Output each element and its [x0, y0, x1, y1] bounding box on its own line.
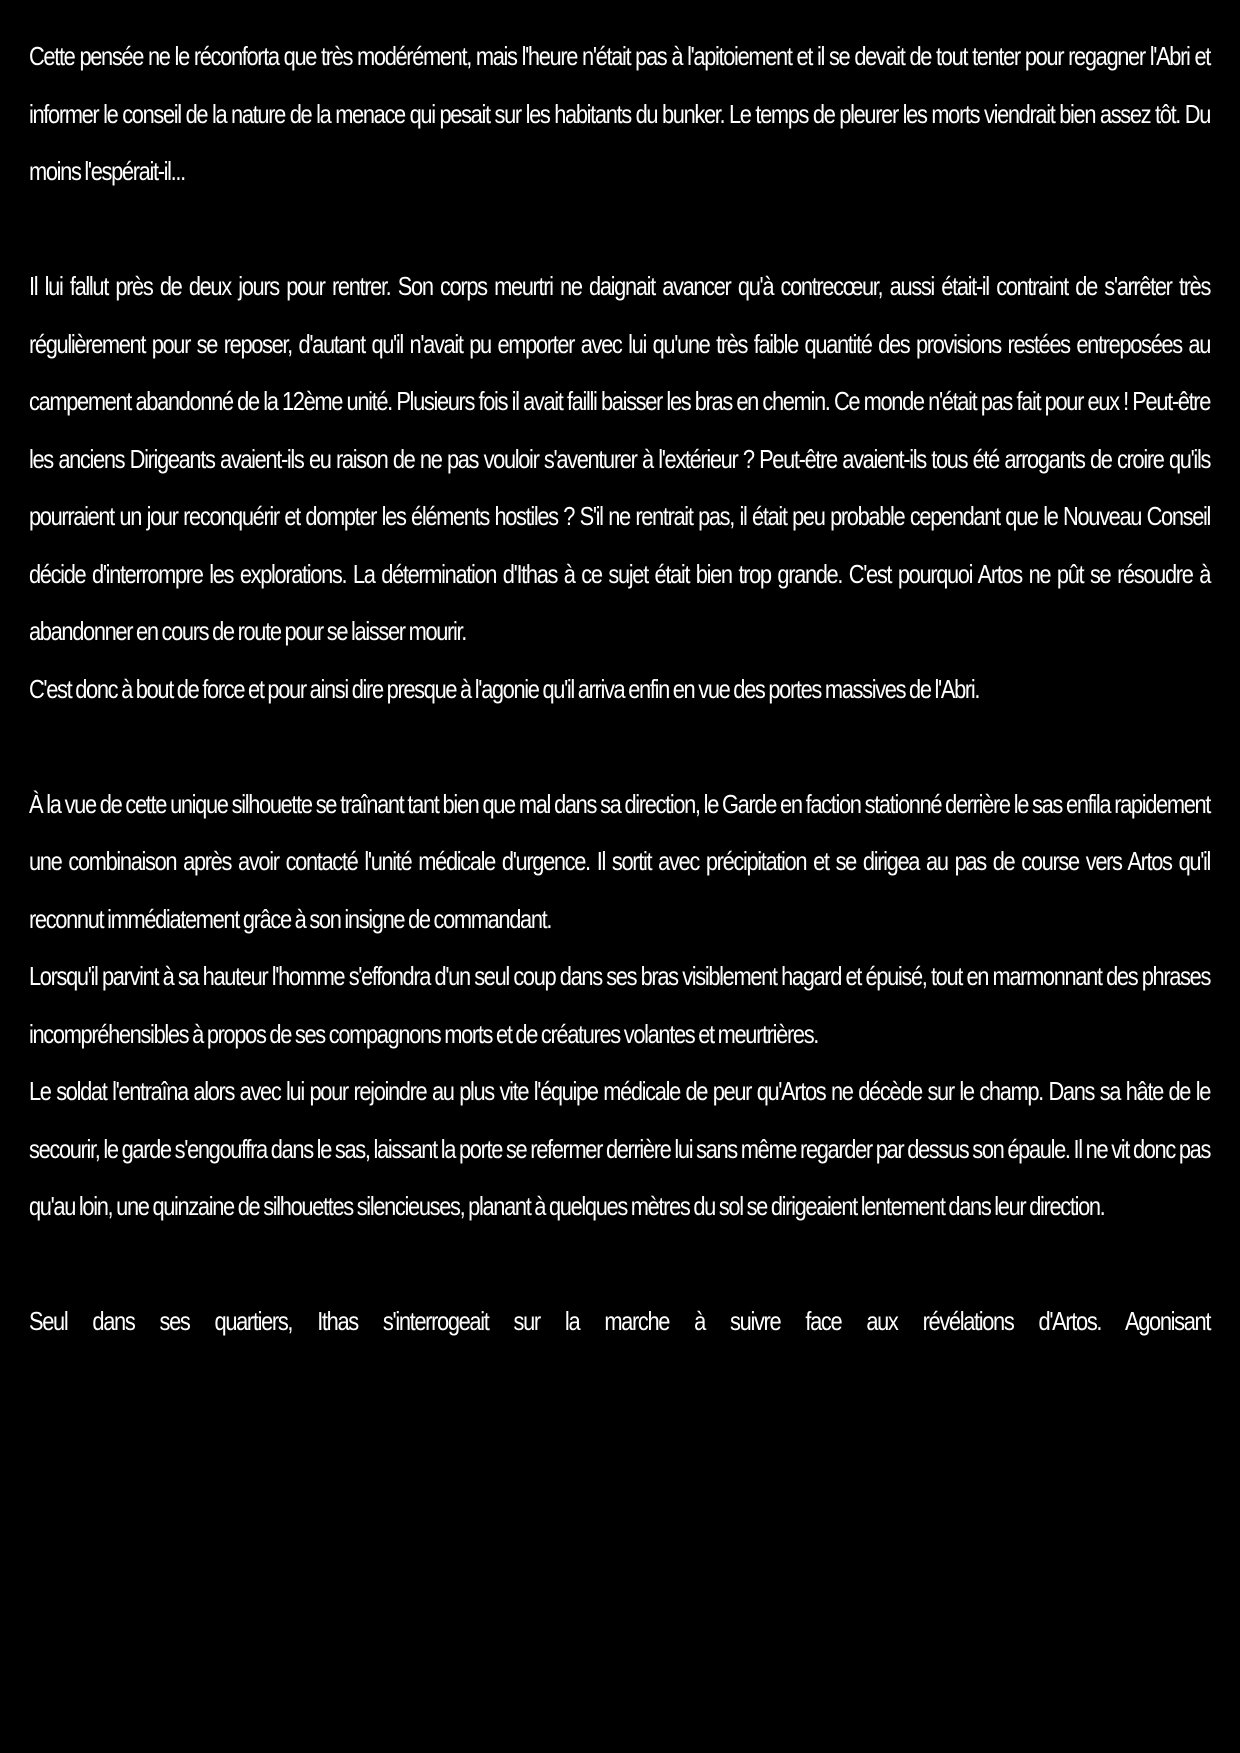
paragraph-gap — [29, 1236, 1210, 1294]
paragraph-3: C'est donc à bout de force et pour ainsi dire presque à l'agonie qu'il arriva enfin en vue des portes massives de l'Abri. — [29, 673, 980, 704]
paragraph-7: Seul dans ses quartiers, Ithas s'interrogeait sur la marche à suivre face aux révélations d'Artos. Agonisant — [29, 1306, 1211, 1336]
paragraph-2: Il lui fallut près de deux jours pour rentrer. Son corps meurtri ne daignait avancer qu'à contrecœur, aussi était-il contraint de s'arrêter très régulièrement pour se reposer, d'autant qu'il n'avait pu emporter avec lui qu'une très faible quantité des provisions restées entreposées au campement abandonné de la 12ème unité. Plusieurs fois il avait failli baisser les bras en chemin. Ce monde n'était pas fait pour eux ! Peut-être les anciens Dirigeants avaient-ils eu raison de ne pas vouloir s'aventurer à l'extérieur ? Peut-être avaient-ils tous été arrogants de croire qu'ils pourraient un jour reconquérir et dompter les éléments hostiles ? S'il ne rentrait pas, il était peu probable cependant que le Nouveau Conseil décide d'interrompre les explorations. La détermination d'Ithas à ce sujet était bien trop grande. C'est pourquoi Artos ne pût se résoudre à abandonner en cours de route pour se laisser mourir. — [29, 271, 1211, 646]
paragraph-1: Cette pensée ne le réconforta que très modérément, mais l'heure n'était pas à l'apitoiement et il se devait de tout tenter pour regagner l'Abri et informer le conseil de la nature de la menace qui pesait sur les habitants du bunker. Le temps de pleurer les morts viendrait bien assez tôt. Du moins l'espérait-il... — [29, 41, 1211, 186]
paragraph-6: Le soldat l'entraîna alors avec lui pour rejoindre au plus vite l'équipe médicale de peur qu'Artos ne décède sur le champ. Dans sa hâte de le secourir, le garde s'engouffra dans le sas, laissant la porte se refermer derrière lui sans même regarder par dessus son épaule. Il ne vit donc pas qu'au loin, une quinzaine de silhouettes silencieuses, planant à quelques mètres du sol se dirigeaient lentement dans leur direction. — [29, 1076, 1211, 1221]
paragraph-gap — [29, 718, 1210, 776]
paragraph-5: Lorsqu'il parvint à sa hauteur l'homme s'effondra d'un seul coup dans ses bras visiblement hagard et épuisé, tout en marmonnant des phrases incompréhensibles à propos de ses compagnons morts et de créatures volantes et meurtrières. — [29, 961, 1211, 1049]
document-body — [29, 28, 1210, 1351]
paragraph-4: À la vue de cette unique silhouette se traînant tant bien que mal dans sa direction, le Garde en faction stationné derrière le sas enfila rapidement une combinaison après avoir contacté l'unité médicale d'urgence. Il sortit avec précipitation et se dirigea au pas de course vers Artos qu'il reconnut immédiatement grâce à son insigne de commandant. — [29, 788, 1211, 934]
paragraph-gap — [29, 201, 1210, 259]
